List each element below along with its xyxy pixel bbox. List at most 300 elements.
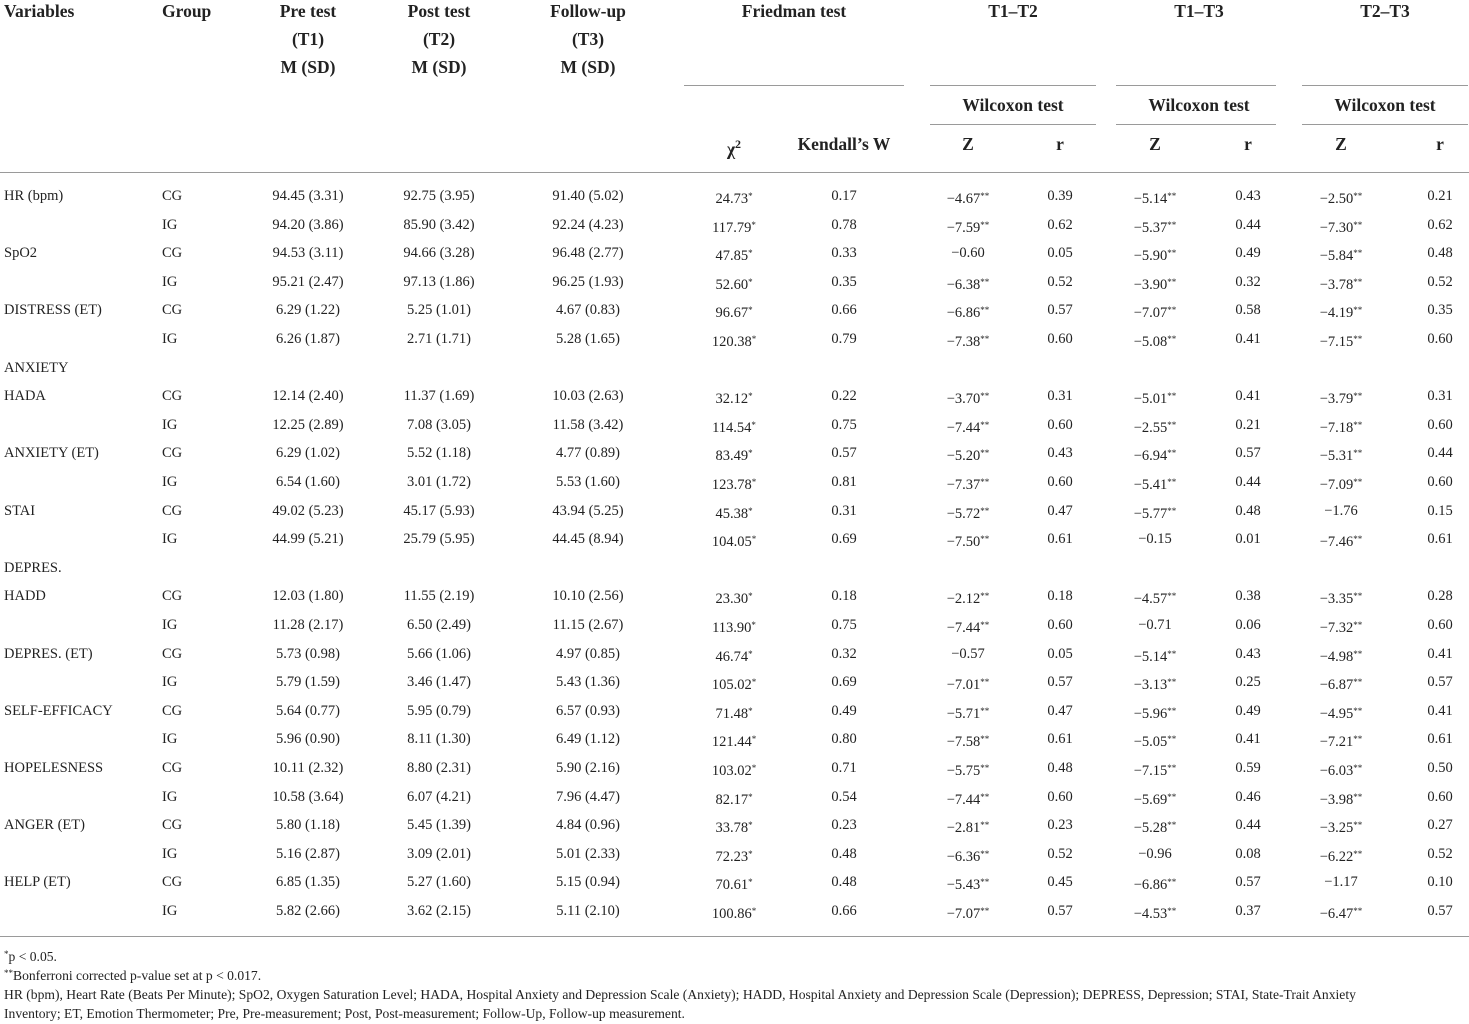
header-follow-line2: (T3) [571, 29, 605, 49]
cell-chi2: 104.05* [711, 534, 757, 551]
header-z-t2-t3: Z [1335, 134, 1347, 154]
cell-z-t1-t2: −0.57 [951, 645, 985, 662]
cell-r-t2-t3: 0.31 [1427, 388, 1453, 405]
cell-r-t1-t2: 0.45 [1047, 874, 1073, 891]
cell-kendall: 0.33 [831, 245, 857, 262]
cell-r-t1-t3: 0.08 [1235, 845, 1261, 862]
cell-z-t1-t3: −5.08** [1133, 334, 1177, 350]
cell-variable: DISTRESS (ET) [4, 302, 102, 319]
cell-chi2: 32.12* [715, 391, 753, 408]
cell-r-t1-t3: 0.25 [1235, 674, 1261, 691]
cell-r-t1-t3: 0.48 [1235, 502, 1261, 519]
header-friedman-test: Friedman test [741, 1, 847, 21]
cell-follow: 96.48 (2.77) [552, 245, 624, 262]
chi-symbol: χ [726, 138, 736, 159]
cell-group: IG [162, 788, 178, 805]
cell-r-t2-t3: 0.35 [1427, 302, 1453, 319]
cell-z-t2-t3: −3.79** [1319, 391, 1363, 408]
cell-chi2: 52.60* [715, 276, 753, 293]
cell-pre: 44.99 (5.21) [272, 531, 344, 548]
cell-z-t1-t2: −6.38** [946, 276, 990, 293]
cell-pre: 10.58 (3.64) [272, 788, 344, 805]
cell-z-t2-t3: −7.21** [1319, 734, 1363, 751]
header-post-test [376, 0, 502, 81]
cell-z-t1-t2: −3.70** [946, 391, 990, 408]
cell-group: CG [162, 445, 183, 462]
cell-post: 2.71 (1.71) [406, 331, 472, 347]
cell-variable: HADA [4, 388, 46, 405]
cell-z-t1-t2: −7.50** [946, 534, 990, 551]
cell-post: 85.90 (3.42) [403, 216, 475, 233]
header-post-line1: Post test [407, 1, 471, 21]
cell-group: IG [162, 416, 178, 433]
header-variables: Variables [4, 1, 75, 21]
cell-z-t2-t3: −3.78** [1319, 276, 1363, 293]
header-post-line3: M (SD) [411, 57, 467, 77]
cell-group: IG [162, 474, 178, 490]
rule-friedman [684, 85, 904, 86]
rule-wilcoxon-t2-t3 [1302, 124, 1468, 125]
cell-chi2: 24.73* [715, 191, 753, 207]
cell-z-t2-t3: −4.19** [1319, 305, 1363, 322]
cell-follow: 92.24 (4.23) [552, 216, 624, 233]
cell-group: IG [162, 531, 178, 548]
cell-post: 5.27 (1.60) [406, 874, 472, 891]
cell-chi2: 105.02* [711, 677, 757, 694]
cell-z-t1-t2: −7.37** [946, 477, 990, 493]
cell-pre: 49.02 (5.23) [272, 502, 344, 519]
cell-pre: 6.26 (1.87) [275, 331, 341, 347]
cell-r-t2-t3: 0.27 [1427, 817, 1453, 834]
cell-r-t1-t2: 0.60 [1047, 788, 1073, 805]
header-r-t2-t3: r [1436, 134, 1444, 154]
cell-z-t2-t3: −1.76 [1324, 502, 1358, 519]
header-t2-t3: T2–T3 [1360, 1, 1410, 21]
cell-r-t2-t3: 0.57 [1427, 903, 1453, 919]
cell-z-t1-t3: −5.14** [1133, 191, 1177, 207]
cell-r-t1-t2: 0.47 [1047, 502, 1073, 519]
cell-group: IG [162, 273, 178, 290]
cell-follow: 10.10 (2.56) [552, 588, 624, 605]
cell-r-t1-t3: 0.58 [1235, 302, 1261, 319]
header-follow-line3: M (SD) [560, 57, 616, 77]
header-t1-t3: T1–T3 [1174, 1, 1224, 21]
header-pre-test [245, 0, 371, 81]
cell-r-t1-t3: 0.06 [1235, 617, 1261, 633]
cell-follow: 4.84 (0.96) [555, 817, 621, 834]
cell-kendall: 0.80 [831, 731, 857, 748]
rule-wilcoxon-t1-t3 [1116, 124, 1276, 125]
cell-pre: 5.64 (0.77) [275, 702, 341, 719]
cell-r-t1-t2: 0.31 [1047, 388, 1073, 405]
cell-follow: 5.43 (1.36) [555, 674, 621, 691]
cell-follow: 4.77 (0.89) [555, 445, 621, 462]
cell-post: 11.37 (1.69) [403, 388, 475, 405]
cell-group: CG [162, 502, 183, 519]
cell-variable: ANXIETY (ET) [4, 445, 99, 462]
cell-variable: HADD [4, 588, 46, 605]
cell-r-t1-t3: 0.59 [1235, 760, 1261, 776]
cell-group: CG [162, 874, 183, 891]
cell-pre: 12.03 (1.80) [272, 588, 344, 605]
cell-z-t1-t2: −2.81** [946, 820, 990, 837]
cell-z-t1-t2: −0.60 [951, 245, 985, 262]
cell-z-t1-t2: −5.75** [946, 763, 990, 779]
cell-z-t2-t3: −6.87** [1319, 677, 1363, 694]
cell-kendall: 0.71 [831, 760, 857, 776]
cell-follow: 5.28 (1.65) [555, 331, 621, 347]
cell-pre: 94.53 (3.11) [272, 245, 344, 262]
cell-chi2: 72.23* [715, 848, 753, 865]
header-wilcoxon-t2-t3: Wilcoxon test [1334, 95, 1436, 115]
cell-post: 3.46 (1.47) [406, 674, 472, 691]
header-post-line2: (T2) [422, 29, 456, 49]
cell-r-t1-t2: 0.52 [1047, 845, 1073, 862]
cell-chi2: 100.86* [711, 906, 757, 922]
cell-r-t2-t3: 0.28 [1427, 588, 1453, 605]
cell-z-t1-t3: −0.15 [1138, 531, 1172, 548]
cell-follow: 5.11 (2.10) [556, 903, 620, 919]
cell-chi2: 71.48* [715, 705, 753, 722]
cell-r-t1-t3: 0.49 [1235, 702, 1261, 719]
cell-pre: 5.16 (2.87) [275, 845, 341, 862]
cell-r-t1-t2: 0.62 [1047, 216, 1073, 233]
cell-variable: SpO2 [4, 245, 38, 262]
cell-post: 3.01 (1.72) [406, 474, 472, 490]
cell-post: 3.62 (2.15) [406, 903, 472, 919]
cell-post: 3.09 (2.01) [406, 845, 472, 862]
cell-r-t1-t2: 0.52 [1047, 273, 1073, 290]
cell-follow: 7.96 (4.47) [555, 788, 621, 805]
cell-z-t1-t2: −7.38** [946, 334, 990, 350]
cell-z-t1-t3: −7.15** [1133, 763, 1177, 779]
cell-r-t1-t2: 0.57 [1047, 903, 1073, 919]
cell-chi2: 46.74* [715, 648, 753, 665]
cell-z-t1-t3: −4.53** [1133, 906, 1177, 922]
cell-chi2: 45.38* [715, 505, 753, 522]
cell-z-t1-t3: −2.55** [1133, 419, 1177, 436]
cell-r-t1-t3: 0.37 [1235, 903, 1261, 919]
cell-kendall: 0.49 [831, 702, 857, 719]
cell-follow: 96.25 (1.93) [552, 273, 624, 290]
cell-post: 25.79 (5.95) [403, 531, 475, 548]
cell-r-t2-t3: 0.41 [1427, 702, 1453, 719]
header-kendall-w: Kendall’s W [797, 134, 891, 154]
cell-r-t1-t2: 0.05 [1047, 245, 1073, 262]
cell-z-t2-t3: −2.50** [1319, 191, 1363, 207]
cell-follow: 5.90 (2.16) [555, 760, 621, 776]
cell-z-t1-t3: −5.96** [1133, 705, 1177, 722]
cell-r-t2-t3: 0.10 [1427, 874, 1453, 891]
cell-r-t1-t2: 0.23 [1047, 817, 1073, 834]
cell-r-t1-t2: 0.60 [1047, 474, 1073, 490]
cell-post: 8.11 (1.30) [407, 731, 471, 748]
cell-kendall: 0.48 [831, 874, 857, 891]
cell-r-t1-t3: 0.43 [1235, 645, 1261, 662]
cell-r-t1-t3: 0.57 [1235, 445, 1261, 462]
cell-group: CG [162, 645, 183, 662]
header-r-t1-t2: r [1056, 134, 1064, 154]
cell-post: 11.55 (2.19) [403, 588, 475, 605]
cell-post: 97.13 (1.86) [403, 273, 475, 290]
cell-group: CG [162, 245, 183, 262]
footnote-bonferroni: **Bonferroni corrected p-value set at p < 0.017. [4, 968, 262, 983]
cell-group: CG [162, 188, 183, 204]
cell-follow: 6.57 (0.93) [555, 702, 621, 719]
cell-variable: ANGER (ET) [4, 817, 85, 834]
cell-post: 8.80 (2.31) [406, 760, 472, 776]
cell-chi2: 96.67* [715, 305, 753, 322]
cell-post: 5.52 (1.18) [406, 445, 472, 462]
cell-kendall: 0.32 [831, 645, 857, 662]
header-r-t1-t3: r [1244, 134, 1252, 154]
cell-r-t2-t3: 0.60 [1427, 416, 1453, 433]
cell-z-t1-t3: −5.05** [1133, 734, 1177, 751]
cell-z-t1-t3: −5.69** [1133, 791, 1177, 808]
cell-z-t2-t3: −3.25** [1319, 820, 1363, 837]
cell-follow: 5.53 (1.60) [555, 474, 621, 490]
cell-variable: ANXIETY [4, 359, 69, 376]
rule-t1-t3 [1116, 85, 1276, 86]
cell-r-t2-t3: 0.62 [1427, 216, 1453, 233]
cell-group: IG [162, 903, 178, 919]
cell-r-t1-t3: 0.41 [1235, 731, 1261, 748]
cell-z-t1-t2: −5.72** [946, 505, 990, 522]
cell-kendall: 0.48 [831, 845, 857, 862]
cell-z-t1-t3: −5.90** [1133, 248, 1177, 265]
cell-z-t1-t3: −7.07** [1133, 305, 1177, 322]
cell-pre: 95.21 (2.47) [272, 273, 344, 290]
header-t1-t2: T1–T2 [988, 1, 1038, 21]
footnote-abbreviations-2: Inventory; ET, Emotion Thermometer; Pre, Pre-measurement; Post, Post-measurement; Follow-Up, Follow-up measurement. [4, 1006, 685, 1021]
cell-pre: 6.29 (1.02) [275, 445, 341, 462]
cell-pre: 5.82 (2.66) [275, 903, 341, 919]
cell-kendall: 0.78 [831, 216, 857, 233]
cell-kendall: 0.31 [831, 502, 857, 519]
cell-chi2: 120.38* [711, 334, 757, 350]
footnote-abbreviations-1: HR (bpm), Heart Rate (Beats Per Minute); SpO2, Oxygen Saturation Level; HADA, Hospital Anxiety and Depression Scale (Anxiety); HADD, Hospital Anxiety and Depression Scale (Depression); DEPRESS, Depression; STAI, State-Trait Anxiety [4, 987, 1356, 1002]
cell-z-t1-t2: −2.12** [946, 591, 990, 608]
cell-chi2: 83.49* [715, 448, 753, 465]
cell-r-t2-t3: 0.21 [1427, 188, 1453, 204]
cell-r-t1-t2: 0.05 [1047, 645, 1073, 662]
cell-post: 94.66 (3.28) [403, 245, 475, 262]
cell-r-t2-t3: 0.60 [1427, 788, 1453, 805]
cell-follow: 11.58 (3.42) [552, 416, 624, 433]
cell-z-t1-t2: −4.67** [946, 191, 990, 207]
cell-group: CG [162, 702, 183, 719]
cell-kendall: 0.18 [831, 588, 857, 605]
cell-r-t1-t2: 0.39 [1047, 188, 1073, 204]
cell-r-t1-t3: 0.57 [1235, 874, 1261, 891]
cell-follow: 4.67 (0.83) [555, 302, 621, 319]
cell-variable: DEPRES. (ET) [4, 645, 93, 662]
header-wilcoxon-t1-t3: Wilcoxon test [1148, 95, 1250, 115]
cell-pre: 11.28 (2.17) [272, 617, 344, 633]
cell-variable: HR (bpm) [4, 188, 64, 204]
cell-chi2: 114.54* [712, 419, 756, 436]
cell-r-t2-t3: 0.52 [1427, 273, 1453, 290]
cell-chi2: 117.79* [712, 219, 756, 236]
cell-z-t1-t2: −7.58** [946, 734, 990, 751]
cell-chi2: 103.02* [711, 763, 757, 779]
cell-r-t2-t3: 0.60 [1427, 331, 1453, 347]
footnote-significance: *p < 0.05. [4, 949, 57, 964]
cell-chi2: 113.90* [712, 620, 756, 636]
cell-kendall: 0.69 [831, 674, 857, 691]
cell-group: IG [162, 617, 178, 633]
cell-variable: DEPRES. [4, 559, 62, 576]
cell-z-t1-t3: −6.86** [1133, 877, 1177, 894]
cell-r-t1-t3: 0.44 [1235, 474, 1261, 490]
cell-r-t1-t2: 0.61 [1047, 731, 1073, 748]
cell-chi2: 23.30* [715, 591, 753, 608]
cell-post: 5.95 (0.79) [406, 702, 472, 719]
cell-follow: 4.97 (0.85) [555, 645, 621, 662]
cell-z-t1-t2: −6.86** [946, 305, 990, 322]
cell-r-t2-t3: 0.60 [1427, 617, 1453, 633]
chi-superscript: 2 [735, 137, 742, 151]
cell-r-t1-t2: 0.57 [1047, 674, 1073, 691]
cell-group: IG [162, 845, 178, 862]
cell-group: CG [162, 760, 183, 776]
cell-r-t1-t3: 0.21 [1235, 416, 1261, 433]
cell-r-t1-t2: 0.18 [1047, 588, 1073, 605]
cell-variable: SELF-EFFICACY [4, 702, 113, 719]
cell-r-t2-t3: 0.60 [1427, 474, 1453, 490]
cell-z-t1-t3: −3.13** [1133, 677, 1177, 694]
cell-r-t1-t3: 0.44 [1235, 817, 1261, 834]
header-follow-line1: Follow-up [550, 1, 626, 21]
rule-t1-t2 [930, 85, 1096, 86]
cell-group: CG [162, 588, 183, 605]
cell-pre: 12.25 (2.89) [272, 416, 344, 433]
cell-post: 6.50 (2.49) [406, 617, 472, 633]
footnote-1-text: p < 0.05. [8, 949, 57, 964]
cell-z-t1-t2: −7.44** [946, 620, 990, 636]
cell-group: CG [162, 302, 183, 319]
cell-post: 5.66 (1.06) [406, 645, 472, 662]
cell-r-t1-t2: 0.60 [1047, 617, 1073, 633]
cell-group: IG [162, 331, 178, 347]
cell-pre: 5.79 (1.59) [275, 674, 341, 691]
cell-z-t2-t3: −5.84** [1319, 248, 1363, 265]
footnote-2-text: Bonferroni corrected p-value set at p < 0.017. [13, 968, 262, 983]
cell-post: 92.75 (3.95) [403, 188, 475, 204]
cell-chi2: 70.61* [715, 877, 753, 894]
cell-r-t2-t3: 0.50 [1427, 760, 1453, 776]
cell-z-t1-t2: −5.43** [946, 877, 990, 894]
cell-group: IG [162, 216, 178, 233]
cell-r-t1-t2: 0.57 [1047, 302, 1073, 319]
cell-z-t2-t3: −6.22** [1319, 848, 1363, 865]
cell-kendall: 0.75 [831, 617, 857, 633]
cell-z-t1-t3: −0.71 [1138, 617, 1172, 633]
header-wilcoxon-t1-t2: Wilcoxon test [962, 95, 1064, 115]
header-pre-line1: Pre test [279, 1, 337, 21]
cell-r-t1-t2: 0.47 [1047, 702, 1073, 719]
cell-z-t1-t2: −6.36** [946, 848, 990, 865]
cell-follow: 6.49 (1.12) [555, 731, 621, 748]
cell-kendall: 0.22 [831, 388, 857, 405]
cell-kendall: 0.66 [831, 302, 857, 319]
cell-z-t2-t3: −7.15** [1319, 334, 1363, 350]
cell-r-t2-t3: 0.57 [1427, 674, 1453, 691]
cell-group: IG [162, 731, 178, 748]
cell-kendall: 0.54 [831, 788, 857, 805]
cell-r-t1-t3: 0.46 [1235, 788, 1261, 805]
cell-z-t2-t3: −4.98** [1319, 648, 1363, 665]
cell-variable: HOPELESNESS [4, 760, 104, 776]
cell-z-t2-t3: −7.32** [1319, 620, 1363, 636]
cell-r-t1-t2: 0.60 [1047, 416, 1073, 433]
cell-r-t2-t3: 0.61 [1427, 531, 1453, 548]
cell-z-t1-t3: −5.28** [1133, 820, 1177, 837]
cell-z-t2-t3: −7.46** [1319, 534, 1363, 551]
header-z-t1-t2: Z [962, 134, 974, 154]
cell-z-t1-t2: −7.07** [946, 906, 990, 922]
cell-z-t1-t3: −0.96 [1138, 845, 1172, 862]
cell-follow: 5.15 (0.94) [555, 874, 621, 891]
cell-chi2: 123.78* [711, 477, 757, 493]
cell-r-t1-t3: 0.32 [1235, 273, 1261, 290]
cell-follow: 43.94 (5.25) [552, 502, 624, 519]
cell-r-t2-t3: 0.61 [1427, 731, 1453, 748]
rule-t2-t3 [1302, 85, 1468, 86]
rule-header-bottom [0, 172, 1469, 173]
cell-post: 5.45 (1.39) [406, 817, 472, 834]
cell-kendall: 0.81 [831, 474, 857, 490]
cell-chi2: 33.78* [715, 820, 753, 837]
cell-pre: 94.45 (3.31) [272, 188, 344, 204]
cell-chi2: 47.85* [715, 248, 753, 265]
cell-z-t2-t3: −7.30** [1319, 219, 1363, 236]
header-pre-line2: (T1) [291, 29, 325, 49]
cell-r-t2-t3: 0.52 [1427, 845, 1453, 862]
cell-z-t1-t2: −7.44** [946, 419, 990, 436]
cell-r-t1-t2: 0.48 [1047, 760, 1073, 776]
cell-kendall: 0.66 [831, 903, 857, 919]
cell-z-t1-t3: −3.90** [1133, 276, 1177, 293]
cell-r-t1-t3: 0.44 [1235, 216, 1261, 233]
cell-z-t2-t3: −3.98** [1319, 791, 1363, 808]
cell-pre: 6.54 (1.60) [275, 474, 341, 490]
cell-z-t1-t2: −5.71** [946, 705, 990, 722]
cell-post: 45.17 (5.93) [403, 502, 475, 519]
cell-r-t1-t2: 0.43 [1047, 445, 1073, 462]
cell-z-t1-t3: −5.01** [1133, 391, 1177, 408]
cell-z-t2-t3: −1.17 [1324, 874, 1358, 891]
cell-z-t1-t3: −6.94** [1133, 448, 1177, 465]
cell-z-t1-t3: −5.41** [1133, 477, 1177, 493]
cell-kendall: 0.69 [831, 531, 857, 548]
cell-post: 7.08 (3.05) [406, 416, 472, 433]
cell-variable: STAI [4, 502, 36, 519]
cell-r-t2-t3: 0.48 [1427, 245, 1453, 262]
header-follow-up [525, 0, 651, 81]
cell-pre: 5.96 (0.90) [275, 731, 341, 748]
cell-z-t1-t2: −7.44** [946, 791, 990, 808]
cell-chi2: 121.44* [711, 734, 757, 751]
cell-r-t1-t3: 0.41 [1235, 388, 1261, 405]
cell-chi2: 82.17* [715, 791, 753, 808]
cell-r-t2-t3: 0.44 [1427, 445, 1453, 462]
cell-pre: 6.29 (1.22) [275, 302, 341, 319]
cell-r-t1-t3: 0.43 [1235, 188, 1261, 204]
cell-z-t1-t3: −5.14** [1133, 648, 1177, 665]
cell-z-t1-t2: −7.59** [946, 219, 990, 236]
cell-pre: 5.80 (1.18) [275, 817, 341, 834]
